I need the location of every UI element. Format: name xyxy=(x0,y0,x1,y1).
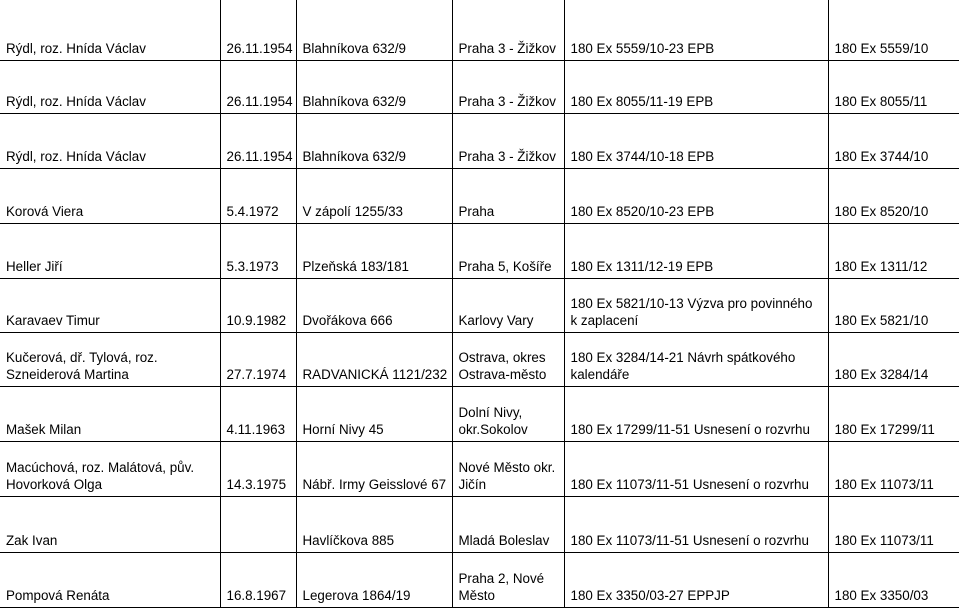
document-cell: 180 Ex 8055/11-19 EPB xyxy=(564,60,828,113)
table-row xyxy=(0,0,959,60)
table-row xyxy=(0,168,959,223)
document-cell: 180 Ex 5559/10-23 EPB xyxy=(564,0,828,60)
name-cell: Macúchová, roz. Malátová, pův. Hovorková Olga xyxy=(0,441,220,496)
street-cell: Legerova 1864/19 xyxy=(296,552,452,607)
case-number-cell: 180 Ex 3744/10 xyxy=(828,113,959,168)
city-cell: Praha 3 - Žižkov xyxy=(452,0,564,60)
city-cell: Praha 5, Košíře xyxy=(452,223,564,278)
city-cell: Nové Město okr. Jičín xyxy=(452,441,564,496)
birthdate-cell xyxy=(220,496,296,552)
document-cell: 180 Ex 3284/14-21 Návrh spátkového kalendáře xyxy=(564,332,828,386)
case-number-cell: 180 Ex 8520/10 xyxy=(828,168,959,223)
street-cell: Dvořákova 666 xyxy=(296,278,452,332)
table-row xyxy=(0,113,959,168)
street-cell: Plzeňská 183/181 xyxy=(296,223,452,278)
city-cell: Dolní Nivy, okr.Sokolov xyxy=(452,386,564,441)
case-number-cell: 180 Ex 8055/11 xyxy=(828,60,959,113)
street-cell: Horní Nivy 45 xyxy=(296,386,452,441)
birthdate-cell: 27.7.1974 xyxy=(220,332,296,386)
case-number-cell: 180 Ex 3350/03 xyxy=(828,552,959,607)
name-cell: Rýdl, roz. Hnída Václav xyxy=(0,113,220,168)
name-cell: Heller Jiří xyxy=(0,223,220,278)
table-row xyxy=(0,552,959,607)
birthdate-cell: 16.8.1967 xyxy=(220,552,296,607)
name-cell: Rýdl, roz. Hnída Václav xyxy=(0,60,220,113)
case-number-cell: 180 Ex 11073/11 xyxy=(828,496,959,552)
name-cell: Rýdl, roz. Hnída Václav xyxy=(0,0,220,60)
street-cell: V zápolí 1255/33 xyxy=(296,168,452,223)
document-cell: 180 Ex 17299/11-51 Usnesení o rozvrhu xyxy=(564,386,828,441)
table-row xyxy=(0,60,959,113)
document-cell: 180 Ex 5821/10-13 Výzva pro povinného k zaplacení xyxy=(564,278,828,332)
city-cell: Praha 3 - Žižkov xyxy=(452,113,564,168)
name-cell: Zak Ivan xyxy=(0,496,220,552)
birthdate-cell: 10.9.1982 xyxy=(220,278,296,332)
document-cell: 180 Ex 1311/12-19 EPB xyxy=(564,223,828,278)
document-cell: 180 Ex 3744/10-18 EPB xyxy=(564,113,828,168)
street-cell: Blahníkova 632/9 xyxy=(296,60,452,113)
table-row xyxy=(0,278,959,332)
case-number-cell: 180 Ex 1311/12 xyxy=(828,223,959,278)
street-cell: Nábř. Irmy Geisslové 67 xyxy=(296,441,452,496)
case-number-cell: 180 Ex 17299/11 xyxy=(828,386,959,441)
city-cell: Ostrava, okres Ostrava-město xyxy=(452,332,564,386)
table-row xyxy=(0,496,959,552)
name-cell: Kučerová, dř. Tylová, roz. Szneiderová Martina xyxy=(0,332,220,386)
document-cell: 180 Ex 11073/11-51 Usnesení o rozvrhu xyxy=(564,496,828,552)
birthdate-cell: 14.3.1975 xyxy=(220,441,296,496)
name-cell: Pompová Renáta xyxy=(0,552,220,607)
city-cell: Praha 2, Nové Město xyxy=(452,552,564,607)
birthdate-cell: 4.11.1963 xyxy=(220,386,296,441)
street-cell: Blahníkova 632/9 xyxy=(296,113,452,168)
birthdate-cell: 26.11.1954 xyxy=(220,60,296,113)
case-number-cell: 180 Ex 5559/10 xyxy=(828,0,959,60)
street-cell: Blahníkova 632/9 xyxy=(296,0,452,60)
birthdate-cell: 26.11.1954 xyxy=(220,0,296,60)
table-row xyxy=(0,441,959,496)
table-row xyxy=(0,332,959,386)
birthdate-cell: 5.4.1972 xyxy=(220,168,296,223)
table-row xyxy=(0,386,959,441)
document-cell: 180 Ex 11073/11-51 Usnesení o rozvrhu xyxy=(564,441,828,496)
birthdate-cell: 5.3.1973 xyxy=(220,223,296,278)
document-cell: 180 Ex 3350/03-27 EPPJP xyxy=(564,552,828,607)
case-number-cell: 180 Ex 11073/11 xyxy=(828,441,959,496)
city-cell: Praha xyxy=(452,168,564,223)
city-cell: Praha 3 - Žižkov xyxy=(452,60,564,113)
street-cell: Havlíčkova 885 xyxy=(296,496,452,552)
case-number-cell: 180 Ex 3284/14 xyxy=(828,332,959,386)
street-cell: RADVANICKÁ 1121/232 xyxy=(296,332,452,386)
birthdate-cell: 26.11.1954 xyxy=(220,113,296,168)
name-cell: Mašek Milan xyxy=(0,386,220,441)
name-cell: Karavaev Timur xyxy=(0,278,220,332)
table-row xyxy=(0,223,959,278)
city-cell: Karlovy Vary xyxy=(452,278,564,332)
case-number-cell: 180 Ex 5821/10 xyxy=(828,278,959,332)
city-cell: Mladá Boleslav xyxy=(452,496,564,552)
name-cell: Korová Viera xyxy=(0,168,220,223)
document-cell: 180 Ex 8520/10-23 EPB xyxy=(564,168,828,223)
